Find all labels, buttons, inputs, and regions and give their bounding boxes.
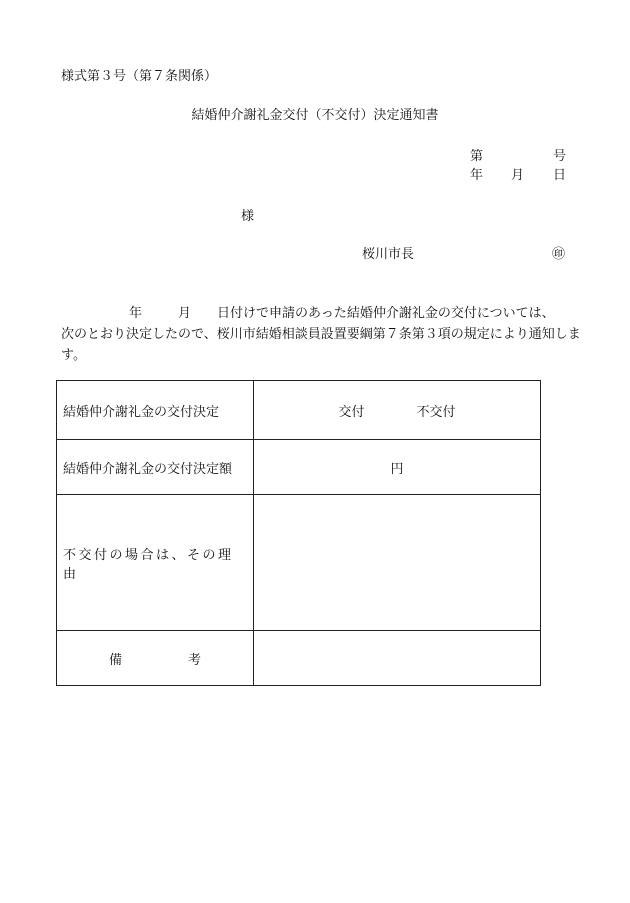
body-year: 年 <box>129 306 143 321</box>
amount-unit: 円 <box>390 461 404 477</box>
option-grant: 交付 <box>338 404 365 420</box>
row2-value <box>254 440 541 495</box>
issuer-name: 桜川市長 <box>362 247 415 262</box>
decision-table <box>56 380 541 686</box>
row3-value <box>254 495 541 631</box>
row4-value <box>254 631 541 686</box>
remarks-char-a: 備 <box>108 652 122 668</box>
row3-label: 不交付の場合は、その理由 <box>57 495 254 631</box>
option-deny: 不交付 <box>416 404 456 420</box>
date-month: 月 <box>511 168 525 183</box>
body-rest: 次のとおり決定したので、桜川市結婚相談員設置要綱第７条第３項の規定により通知します。 <box>61 327 581 363</box>
remarks-char-b: 考 <box>188 652 202 668</box>
table-row <box>57 381 541 440</box>
addressee-suffix: 様 <box>241 209 255 224</box>
body-line1: 日付けで申請のあった結婚仲介謝礼金の交付については、 <box>217 306 555 321</box>
number-suffix: 号 <box>553 149 567 164</box>
table-row <box>57 495 541 631</box>
table-row <box>57 440 541 495</box>
table-row <box>57 631 541 686</box>
form-number: 様式第３号（第７条関係） <box>61 69 218 84</box>
body-month: 月 <box>178 306 192 321</box>
row2-label: 結婚仲介謝礼金の交付決定額 <box>57 440 254 495</box>
row1-value <box>254 381 541 440</box>
body-paragraph <box>61 303 581 366</box>
row1-label: 結婚仲介謝礼金の交付決定 <box>57 381 254 440</box>
document-title: 結婚仲介謝礼金交付（不交付）決定通知書 <box>191 108 439 123</box>
date-year: 年 <box>470 168 484 183</box>
seal-mark: ㊞ <box>552 247 566 262</box>
number-prefix: 第 <box>470 149 484 164</box>
row4-label <box>57 631 254 686</box>
date-day: 日 <box>553 168 567 183</box>
